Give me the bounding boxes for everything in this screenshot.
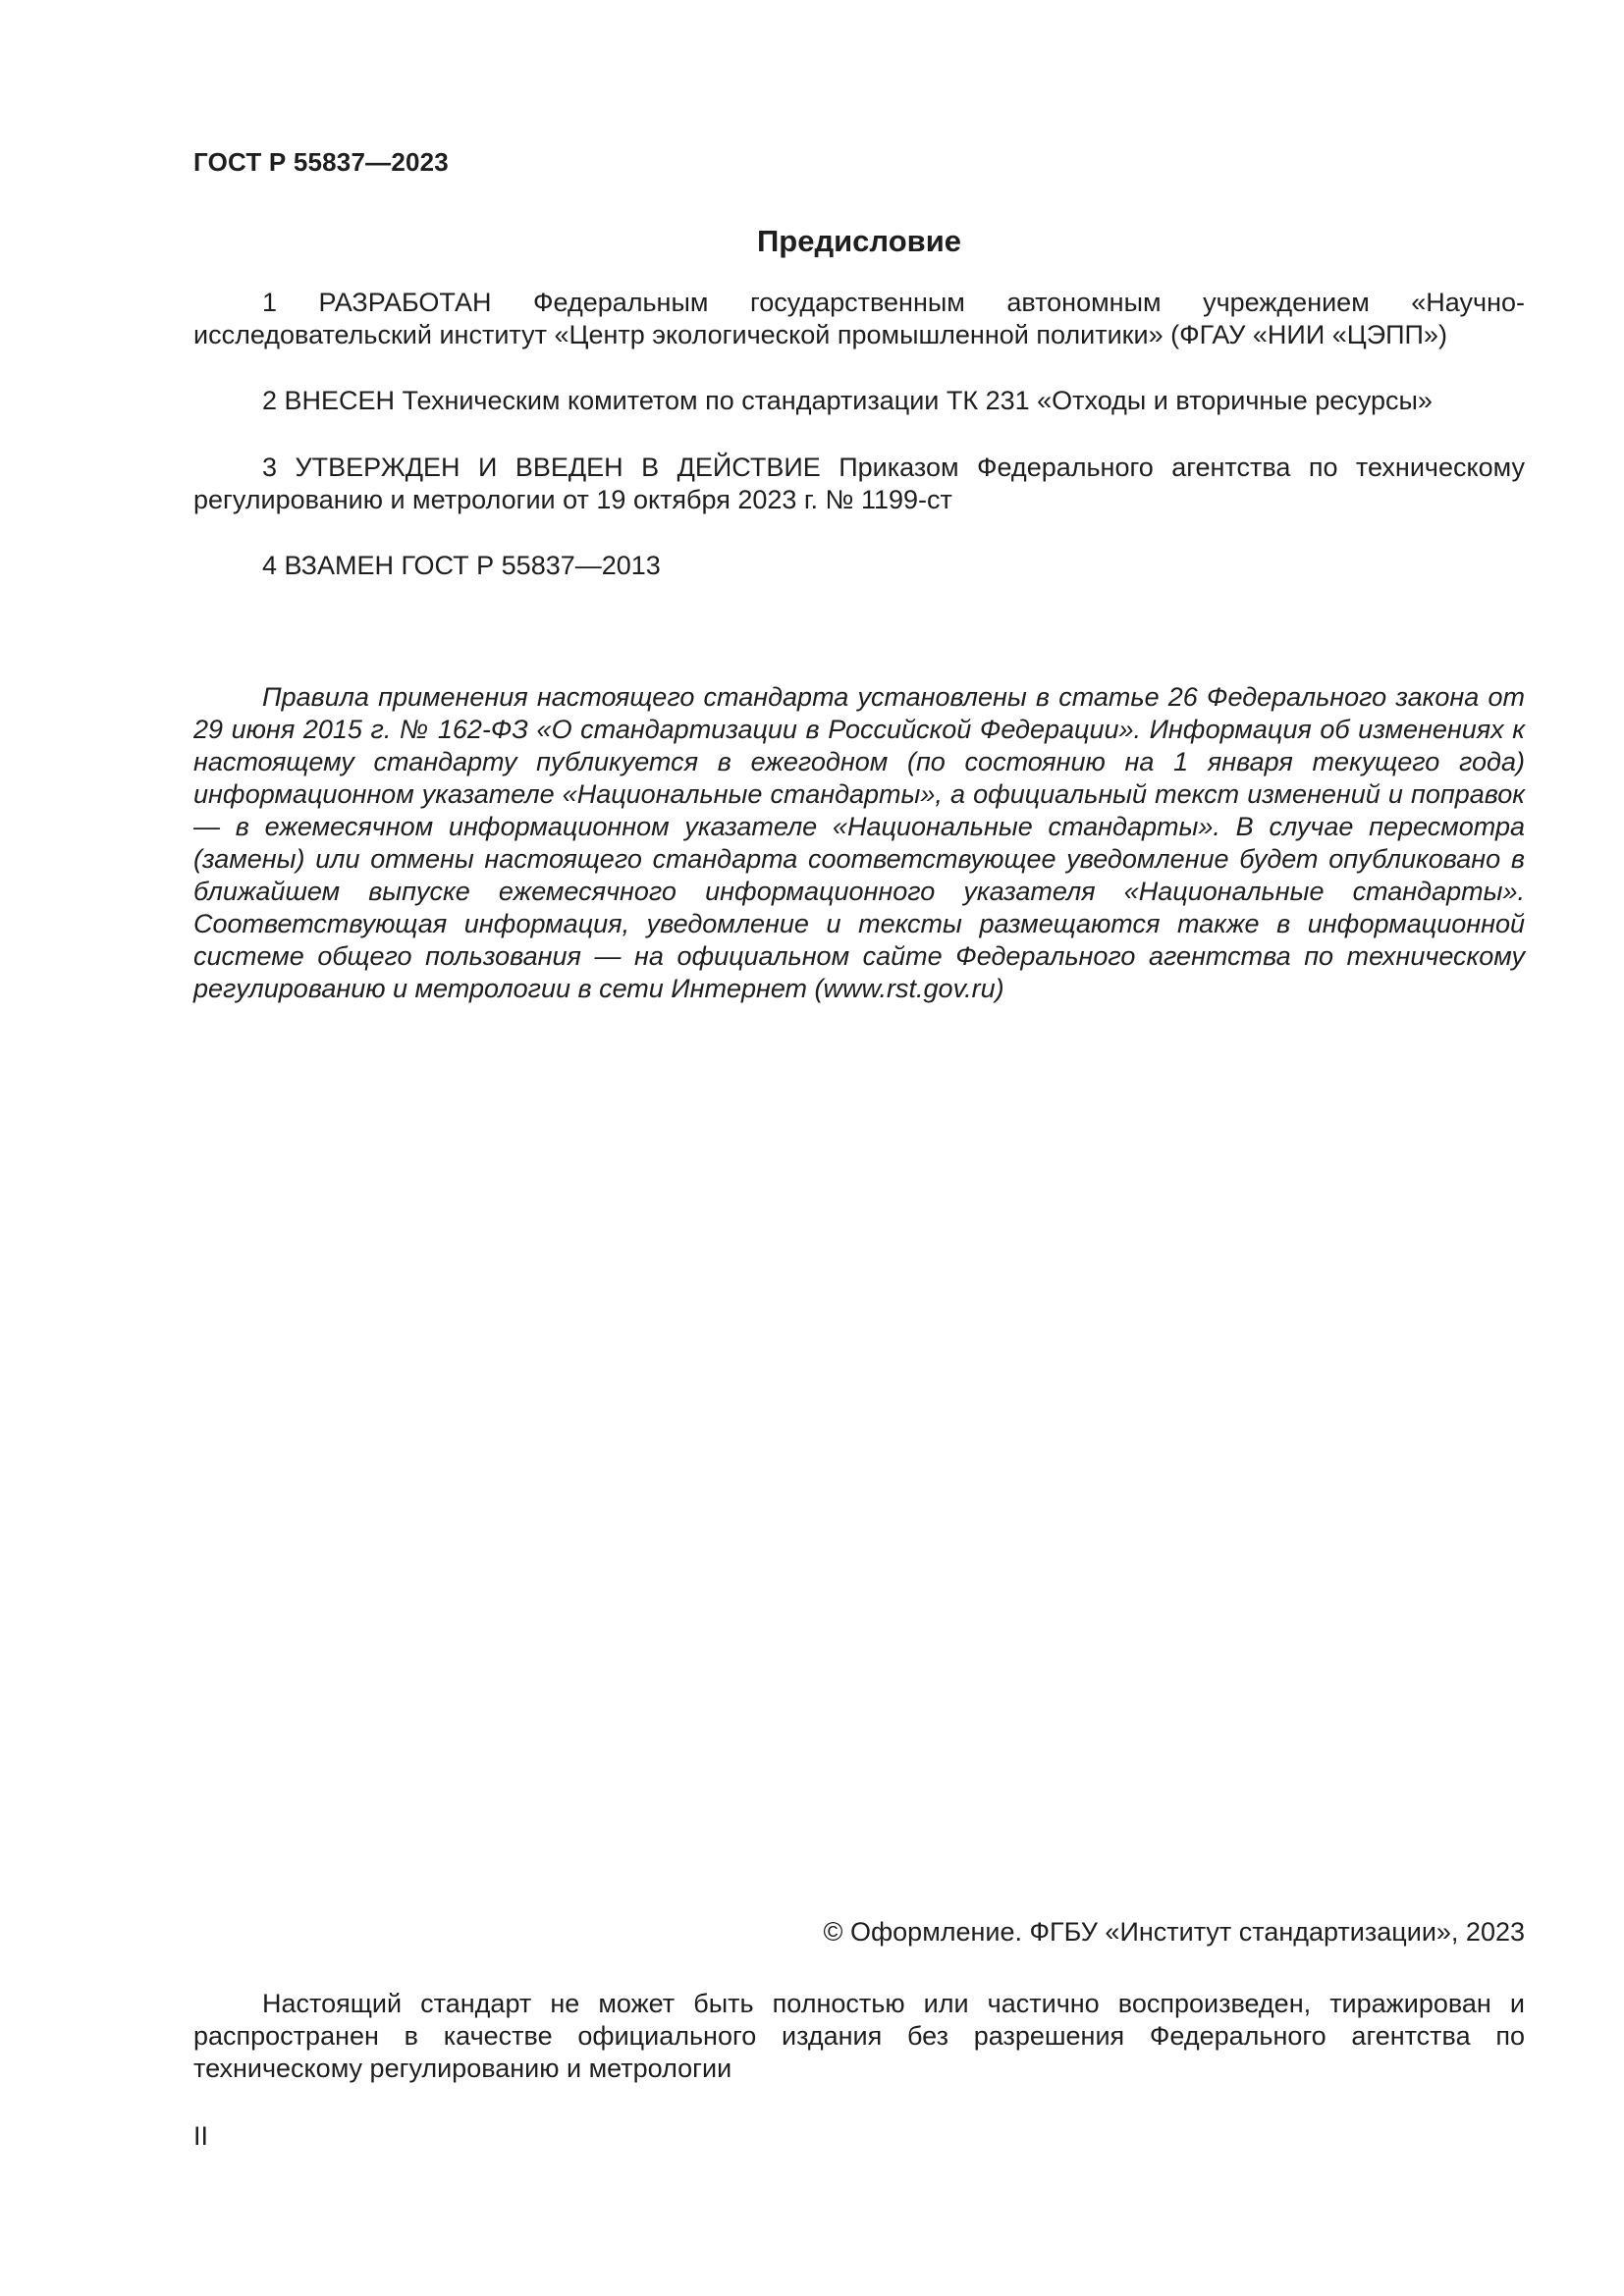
- preface-item-text: 3 УТВЕРЖДЕН И ВВЕДЕН В ДЕЙСТВИЕ Приказом Федерального агентства по техническому регулированию и метрологии от 19 октября 2023 г. № 1199-ст: [193, 453, 1525, 514]
- preface-item-text: 2 ВНЕСЕН Техническим комитетом по стандартизации ТК 231 «Отходы и вторичные ресурсы»: [262, 386, 1433, 415]
- reproduction-notice-text: Настоящий стандарт не может быть полностью или частично воспроизведен, тиражирован и распространен в качестве официального издания без разрешения Федерального агентства по техническому регулированию и метрологии: [193, 1989, 1525, 2083]
- preface-title: Предисловие: [756, 224, 961, 258]
- reproduction-notice: [193, 1988, 1525, 2085]
- preface-item-submitted: [193, 385, 1525, 417]
- preface-item-text: 1 РАЗРАБОТАН Федеральным государственным автономным учреждением «Научно-исследовательский институт «Центр экологической промышленной политики» (ФГАУ «НИИ «ЦЭПП»): [193, 288, 1525, 349]
- standard-code: ГОСТ Р 55837—2023: [193, 147, 449, 177]
- preface-item-replaces: [193, 550, 1525, 582]
- application-rules-text: Правила применения настоящего стандарта установлены в статье 26 Федерального закона от 29 июня 2015 г. № 162-ФЗ «О стандартизации в Российской Федерации». Информация об изменениях к настоящему стандарту публикуется в ежегодном (по состоянию на 1 января текущего года) информационном указателе «Национальные стандарты», а официальный текст изменений и поправок — в ежемесячном информационном указателе «Национальные стандарты». В случае пересмотра (замены) или отмены настоящего стандарта соответствующее уведомление будет опубликовано в ближайшем выпуске ежемесячного информационного указателя «Национальные стандарты». Соответствующая информация, уведомление и тексты размещаются также в информационной системе общего пользования — на официальном сайте Федерального агентства по техническому регулированию и метрологии в сети Интернет (www.rst.gov.ru): [193, 682, 1525, 1003]
- preface-item-text: 4 ВЗАМЕН ГОСТ Р 55837—2013: [262, 551, 661, 580]
- application-rules-block: [193, 681, 1525, 1005]
- preface-item-developed: [193, 287, 1525, 351]
- preface-item-approved: [193, 452, 1525, 516]
- page-number: II: [193, 2121, 209, 2151]
- copyright-line: © Оформление. ФГБУ «Институт стандартизации», 2023: [823, 1917, 1525, 1947]
